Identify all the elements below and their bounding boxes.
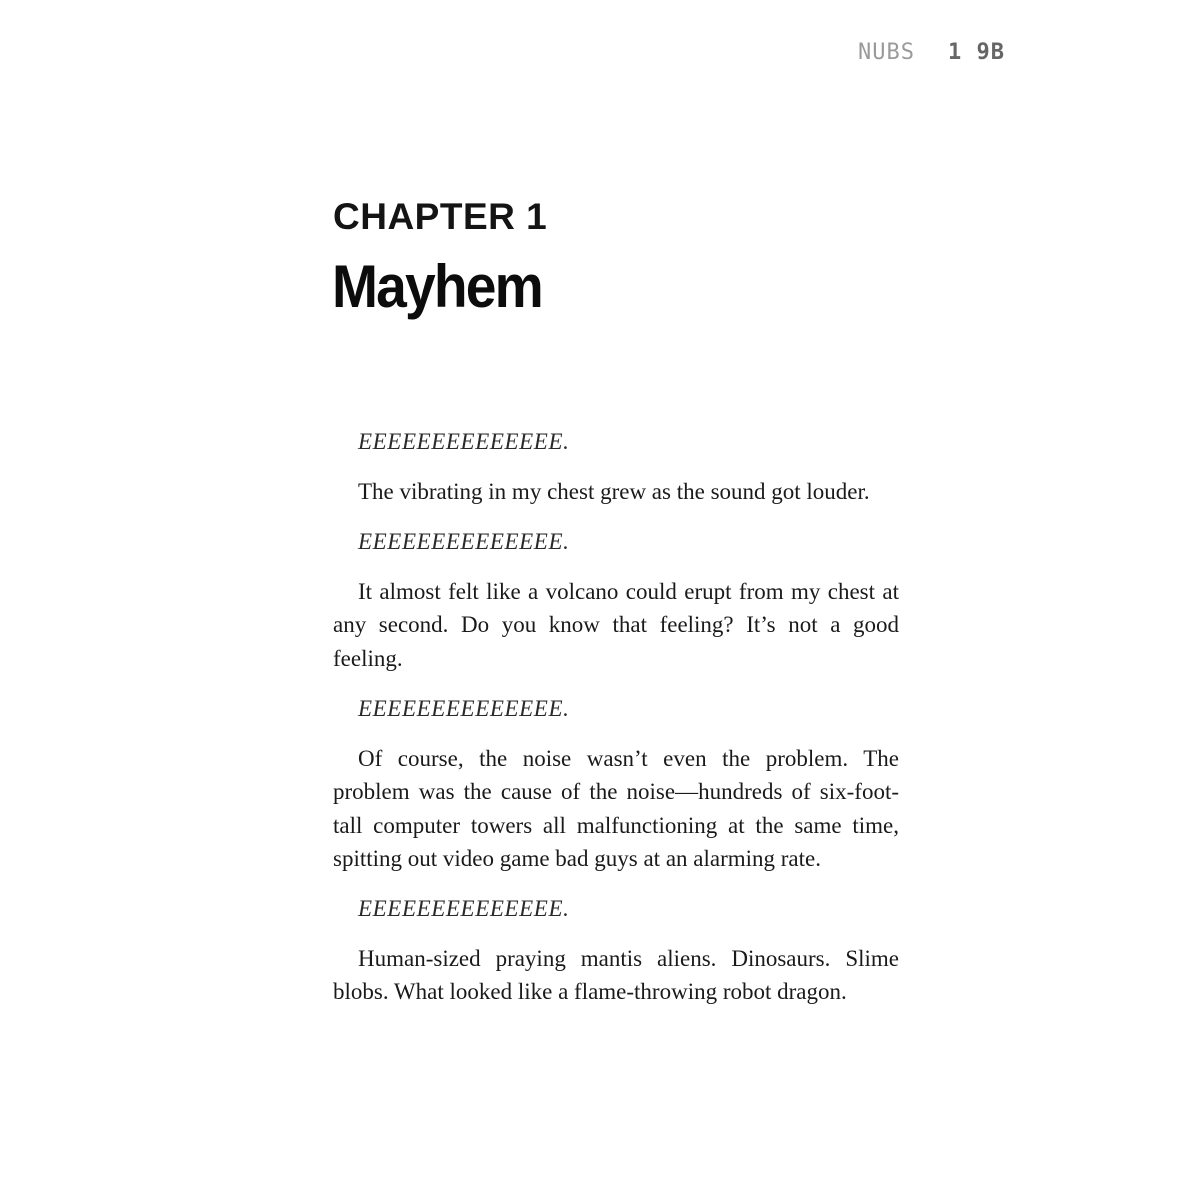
sound-effect-line: EEEEEEEEEEEEEE. <box>358 695 570 721</box>
chapter-title: Mayhem <box>332 253 542 320</box>
sound-effect-line: EEEEEEEEEEEEEE. <box>358 896 570 922</box>
paragraph: It almost felt like a volcano could erupt from my chest at any second. Do you know that feeling? It’s not a good feeling. <box>333 579 899 671</box>
page-number: 1 9B <box>948 40 1005 65</box>
sound-effect-line: EEEEEEEEEEEEEE. <box>358 429 570 454</box>
paragraph: Of course, the noise wasn’t even the problem. The problem was the cause of the noise—hundreds of six-foot-tall computer towers all malfunctioning at the same time, spitting out video game bad guys at an alarming rate. <box>333 745 899 872</box>
chapter-label: CHAPTER 1 <box>333 196 548 237</box>
paragraph: Human-sized praying mantis aliens. Dinosaurs. Slime blobs. What looked like a flame-throwing robot dragon. <box>333 946 899 1005</box>
sound-effect-line: EEEEEEEEEEEEEE. <box>358 529 570 554</box>
body-text <box>333 425 899 1025</box>
running-head-title: NUBS <box>858 40 915 65</box>
paragraph: The vibrating in my chest grew as the sound got louder. <box>358 479 870 504</box>
running-head <box>830 40 1030 70</box>
